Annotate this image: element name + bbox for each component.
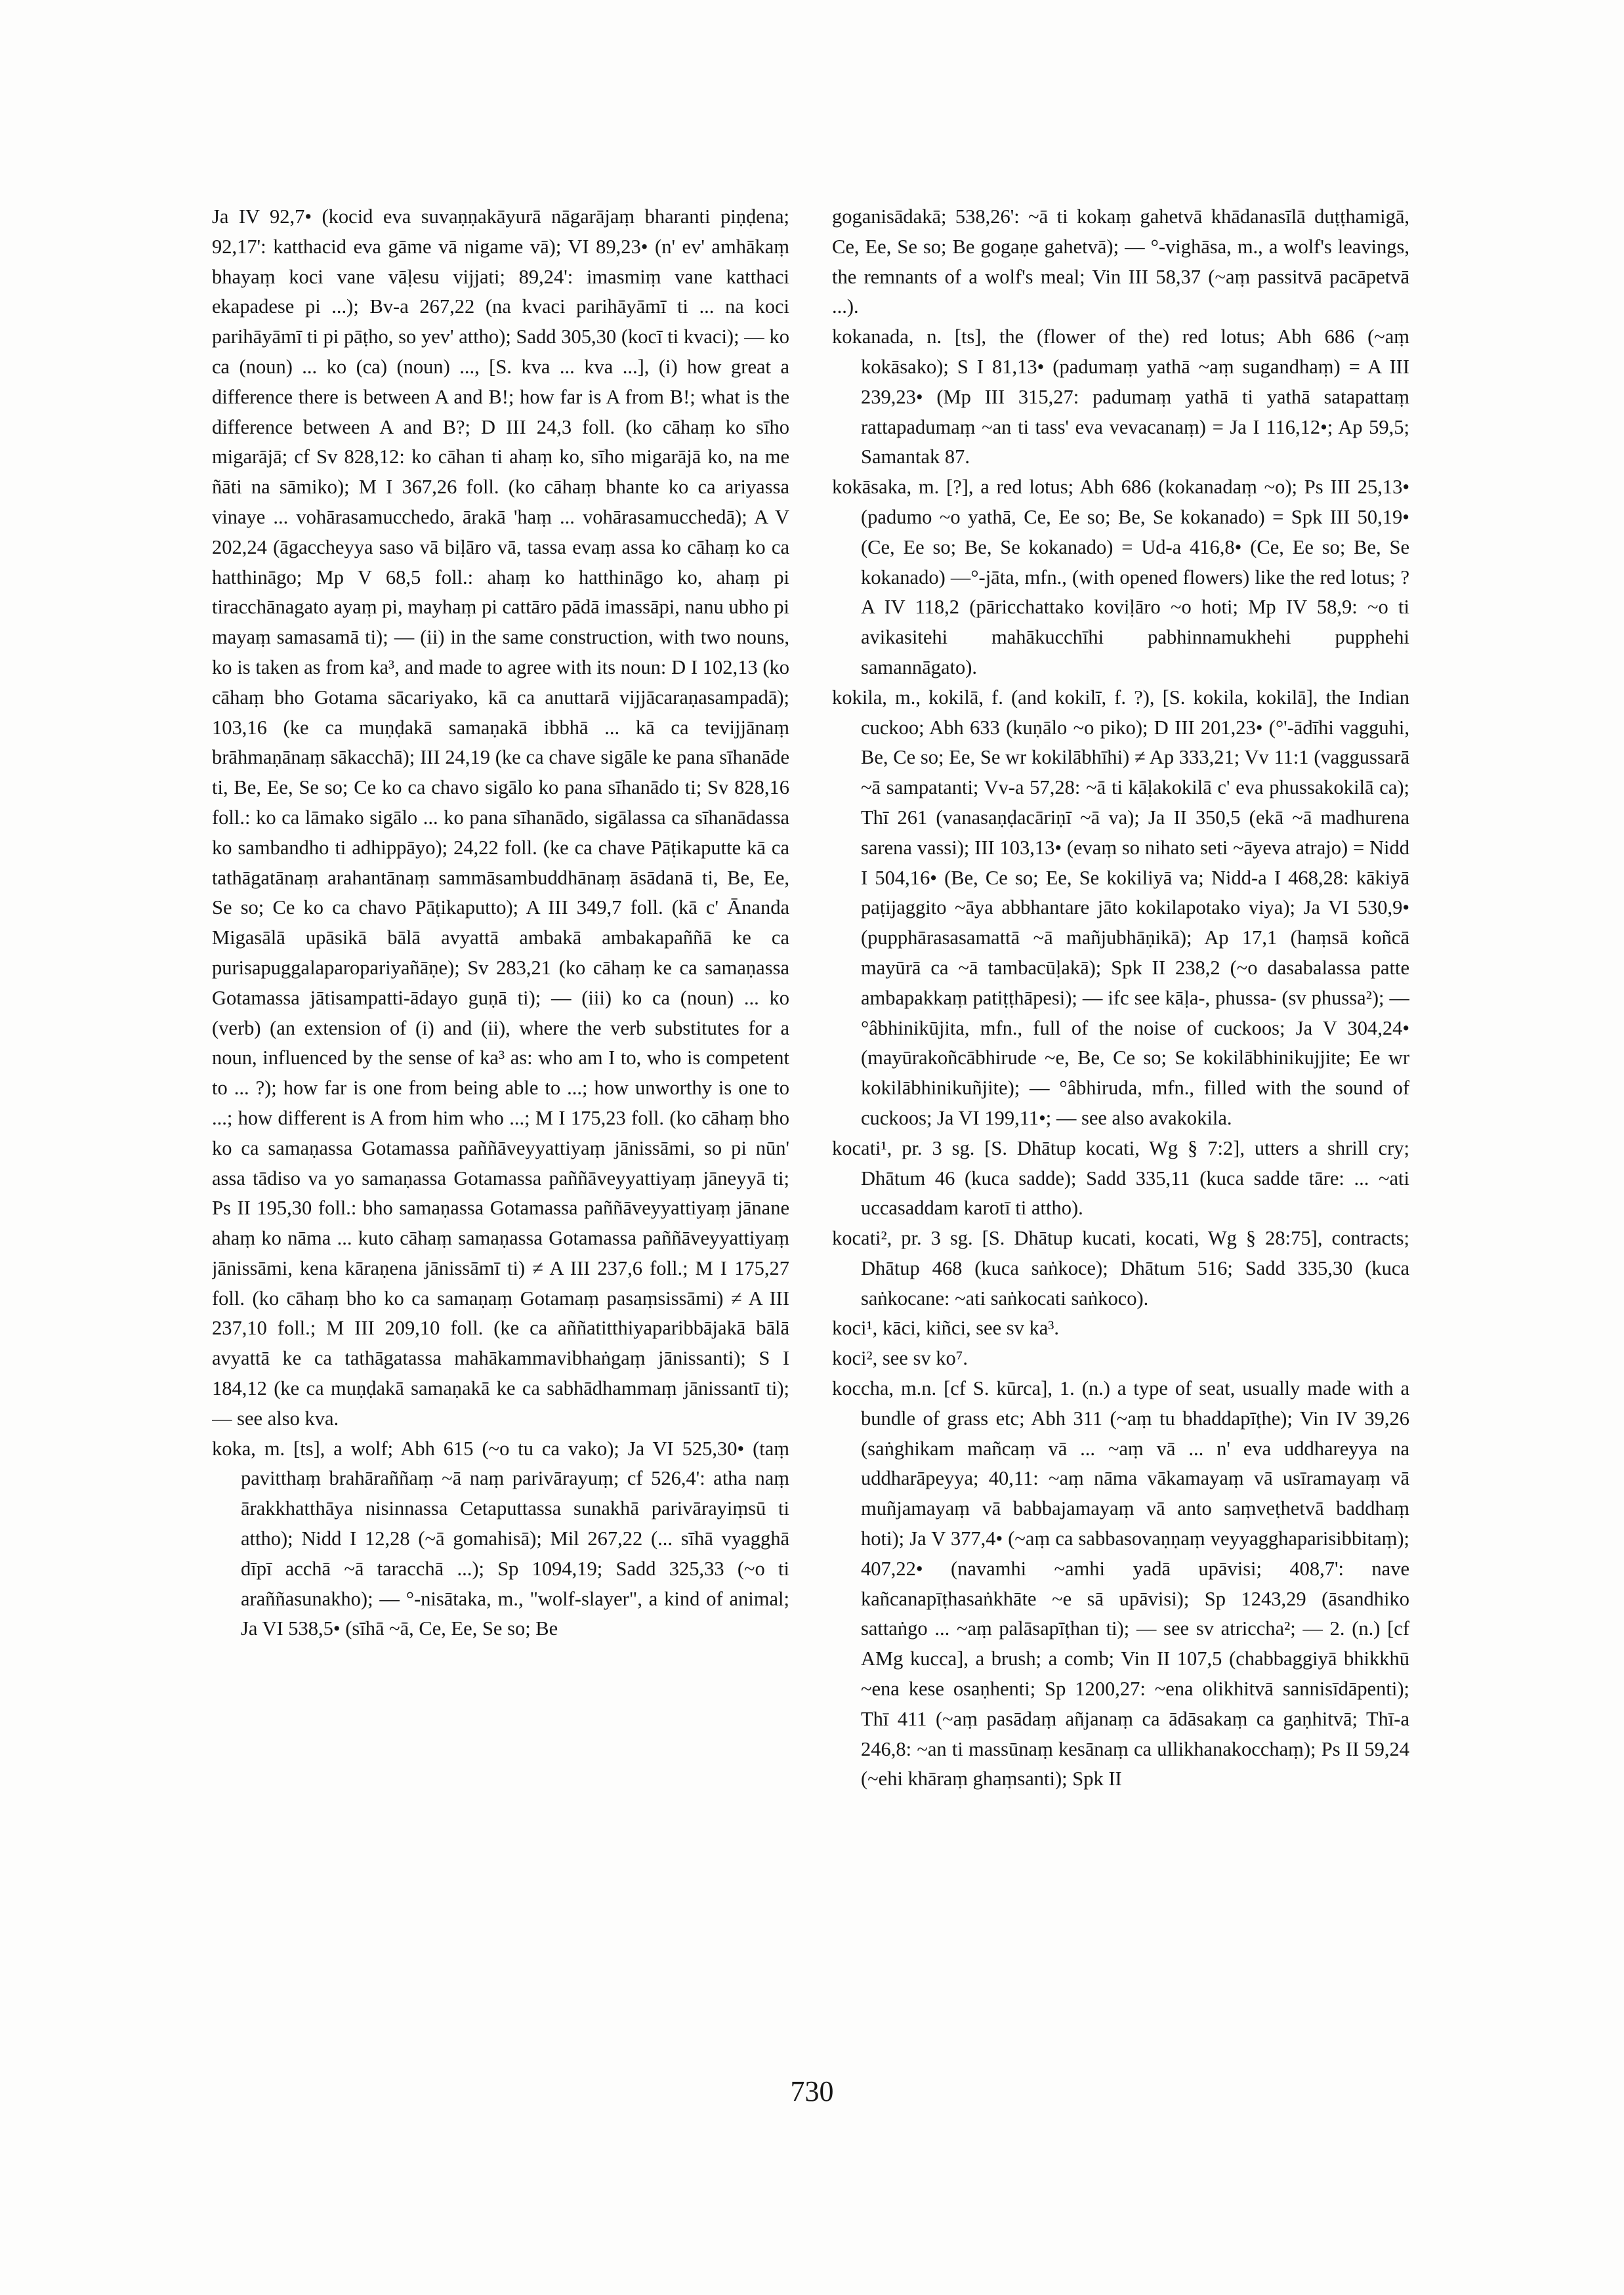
entry-koci-1: koci¹, kāci, kiñci, see sv ka³. [832, 1317, 1060, 1340]
left-column [212, 202, 789, 2164]
entry-kokila: kokila, m., kokilā, f. (and kokilī, f. ?), [S. kokila, kokilā], the Indian cuckoo; Abh 633 (kuṇālo ~o piko); D III 201,23• (°'-ādīhi vagguhi, Be, Ce so; Ee, Se wr kokilābhīhi) ≠ Ap 333,21; Vv 11:1 (vaggussarā ~ā sampatanti; Vv-a 57,28: ~ā ti kāḷakokilā c' eva phussakokilā ca); Thī 261 (vanasaṇḍacāriṇī ~ā va); Ja II 350,5 (ekā ~ā madhurena sarena vassi); III 103,13• (evaṃ so nihato seti ~āyeva atrajo) = Nidd I 504,16• (Be, Ce so; Ee, Se kokiliyā va; Nidd-a I 468,28: kākiyā paṭijaggito ~āya abbhantare jāto kokilapotako viya); Ja VI 530,9• (pupphārasasamattā ~ā mañjubhāṇikā); Ap 17,1 (haṃsā koñcā mayūrā ca ~ā tambacūḷakā); Spk II 238,2 (~o dasabalassa patte ambapakkaṃ patiṭṭhāpesi); — ifc see kāḷa-, phussa- (sv phussa²); — °âbhinikūjita, mfn., full of the noise of cuckoos; Ja V 304,24• (mayūrakoñcābhirude ~e, Be, Ce so; Se kokilābhinikujjite; Ee wr kokilābhinikuñjite); — °âbhiruda, mfn., filled with the sound of cuckoos; Ja VI 199,11•; — see also avakokila. [832, 686, 1409, 1129]
entry-kocati-1: kocati¹, pr. 3 sg. [S. Dhātup kocati, Wg § 7:2], utters a shrill cry; Dhātum 46 (kuca sadde); Sadd 335,11 (kuca sadde tāre: ... ~ati uccasaddam karotī ti attho). [832, 1136, 1409, 1220]
entry-koci-2: koci², see sv ko⁷. [832, 1347, 968, 1370]
entry-kokasaka: kokāsaka, m. [?], a red lotus; Abh 686 (kokanadaṃ ~o); Ps III 25,13• (padumo ~o yathā, Ce, Ee so; Be, Se kokanado) = Spk III 50,19• (Ce, Ee so; Be, Se kokanado) = Ud-a 416,8• (Ce, Ee so; Be, Se kokanado) —°-jāta, mfn., (with opened flowers) like the red lotus; ? A IV 118,2 (pāricchattako koviḷāro ~o hoti; Mp IV 58,9: ~o ti avikasitehi mahākucchīhi pabhinnamukhehi pupphehi samannāgato). [832, 476, 1409, 678]
entry-kocati-2: kocati², pr. 3 sg. [S. Dhātup kucati, kocati, Wg § 28:75], contracts; Dhātup 468 (kuca saṅkoce); Dhātum 516; Sadd 335,30 (kuca saṅkocane: ~ati saṅkocati saṅkoco). [832, 1227, 1409, 1310]
entry-kokanada: kokanada, n. [ts], the (flower of the) red lotus; Abh 686 (~aṃ kokāsako); S I 81,13• (padumaṃ yathā ~aṃ sugandhaṃ) = A III 239,23• (Mp III 315,27: padumaṃ yathā ti yathā satapattaṃ rattapadumaṃ ~an ti tass' eva vevacanaṃ) = Ja I 116,12•; Ap 59,5; Samantak 87. [832, 325, 1409, 468]
entry-koka-continued: goganisādakā; 538,26': ~ā ti kokaṃ gahetvā khādanasīlā duṭṭhamigā, Ce, Ee, Se so; Be gogaṇe gahetvā); — °-vighāsa, m., a wolf's leavings, the remnants of a wolf's meal; Vin III 58,37 (~aṃ passitvā pacāpetvā ...). [832, 205, 1409, 318]
page-number: 730 [790, 2075, 834, 2107]
entry-kva-continued: Ja IV 92,7• (kocid eva suvaṇṇakāyurā nāgarājaṃ bharanti piṇḍena; 92,17': katthacid eva gāme vā nigame vā); VI 89,23• (n' ev' amhākaṃ bhayaṃ koci vane vāḷesu vijjati; 89,24': imasmiṃ vane katthaci ekapadese pi ...); Bv-a 267,22 (na kvaci parihāyāmī ti ... na koci parihāyāmī ti pi pāṭho, so yev' attho); Sadd 305,30 (kocī ti kvaci); — ko ca (noun) ... ko (ca) (noun) ..., [S. kva ... kva ...], (i) how great a difference there is between A and B!; how far is A from B!; what is the difference between A and B?; D III 24,3 foll. (ko cāhaṃ ko sīho migarājā; cf Sv 828,12: ko cāhan ti ahaṃ ko, sīho migarājā ko, na me ñāti na sāmiko); M I 367,26 foll. (ko cāhaṃ bhante ko ca ariyassa vinaye ... vohārasamucchedo, ārakā 'haṃ ... vohārasamucchedā); A V 202,24 (āgaccheyya saso vā biḷāro vā, tassa evaṃ assa ko cāhaṃ ko ca hatthināgo; Mp V 68,5 foll.: ahaṃ ko hatthināgo ko, ahaṃ pi tiracchānagato ayaṃ pi, mayhaṃ pi cattāro pādā imassāpi, nanu ubho pi mayaṃ samasamā ti); — (ii) in the same construction, with two nouns, ko is taken as from ka³, and made to agree with its noun: D I 102,13 (ko cāhaṃ bho Gotama sācariyako, kā ca anuttarā vijjācaraṇasampadā); 103,16 (ke ca muṇḍakā samaṇakā ibbhā ... kā ca tevijjānaṃ brāhmaṇānaṃ sākacchā); III 24,19 (ke ca chave sigāle ke pana sīhanāde ti, Be, Ee, Se so; Ce ko ca chavo sigālo ko pana sīhanādo ti; Sv 828,16 foll.: ko ca lāmako sigālo ... ko pana sīhanādo, sigālassa ca sīhanādassa ko sambandho ti adhippāyo); 24,22 foll. (ke ca chave Pāṭikaputte kā ca tathāgatānaṃ arahantānaṃ sammāsambuddhānaṃ āsādanā ti, Be, Ee, Se so; Ce ko ca chavo Pāṭikaputto); A III 349,7 foll. (kā c' Ānanda Migasālā upāsikā bālā avyattā ambakā ambakapaññā ke ca purisapuggalaparopariyañāṇe); Sv 283,21 (ko cāhaṃ ke ca samaṇassa Gotamassa jātisampatti-ādayo guṇā ti); — (iii) ko ca (noun) ... ko (verb) (an extension of (i) and (ii), where the verb substitutes for a noun, influenced by the sense of ka³ as: who am I to, who is competent to ... ?); how far is one from being able to ...; how unworthy is one to ...; how different is A from him who ...; M I 175,23 foll. (ko cāhaṃ bho ko ca samaṇassa Gotamassa paññāveyyattiyaṃ jānissāmi, so pi nūn' assa tādiso va yo samaṇassa Gotamassa paññāveyyattiyaṃ jāneyyā ti; Ps II 195,30 foll.: bho samaṇassa Gotamassa paññāveyyattiyaṃ jānane ahaṃ ko nāma ... kuto cāhaṃ samaṇassa Gotamassa paññāveyyattiyaṃ jānissāmi, kena kāraṇena jānissāmī ti) ≠ A III 237,6 foll.; M I 175,27 foll. (ko cāhaṃ bho ko ca samaṇaṃ Gotamaṃ pasaṃsissāmi) ≠ A III 237,10 foll.; M III 209,10 foll. (ke ca aññatitthiyaparibbājakā bālā avyattā ke ca tathāgatassa mahākammavibhaṅgaṃ jānissanti); S I 184,12 (ke ca muṇḍakā samaṇakā ke ca sabhādhammaṃ jānissantī ti); — see also kva. [212, 205, 789, 1430]
entry-koccha: koccha, m.n. [cf S. kūrca], 1. (n.) a type of seat, usually made with a bundle of grass etc; Abh 311 (~aṃ tu bhaddapīṭhe); Vin IV 39,26 (saṅghikam mañcaṃ vā ... ~aṃ vā ... n' eva uddhareyya na uddharāpeyya; 40,11: ~aṃ nāma vākamayaṃ vā usīramayaṃ vā muñjamayaṃ vā babbajamayaṃ vā anto saṃveṭhetvā baddhaṃ hoti); Ja V 377,4• (~aṃ ca sabbasovaṇṇaṃ veyyagghaparisibbitaṃ); 407,22• (navamhi ~amhi yadā upāvisi; 408,7': nave kañcanapīṭhasaṅkhāte ~e sā upāvisi); Sp 1243,29 (āsandhiko sattaṅgo ... ~aṃ palāsapīṭhan ti); — see sv atriccha²; — 2. (n.) [cf AMg kucca], a brush; a comb; Vin II 107,5 (chabbaggiyā bhikkhū ~ena kese osaṇhenti; Sp 1200,27: ~ena olikhitvā sannisīdāpenti); Thī 411 (~aṃ pasādaṃ añjanaṃ ca ādāsakaṃ ca gaṇhitvā; Thī-a 246,8: ~an ti massūnaṃ kesānaṃ ca ullikhanakocchaṃ); Ps II 59,24 (~ehi khāraṃ ghaṃsanti); Spk II [832, 1377, 1409, 1790]
right-column [832, 202, 1409, 2164]
entry-koka: koka, m. [ts], a wolf; Abh 615 (~o tu ca vako); Ja VI 525,30• (taṃ pavitthaṃ brahāraññaṃ ~ā naṃ parivārayuṃ; cf 526,4': atha naṃ ārakkhatthāya nisinnassa Cetaputtassa sunakhā parivārayiṃsū ti attho); Nidd I 12,28 (~ā gomahisā); Mil 267,22 (... sīhā vyagghā dīpī acchā ~ā taracchā ...); Sp 1094,19; Sadd 325,33 (~o ti araññasunakho); — °-nisātaka, m., "wolf-slayer", a kind of animal; Ja VI 538,5• (sīhā ~ā, Ce, Ee, Se so; Be [212, 1437, 789, 1640]
